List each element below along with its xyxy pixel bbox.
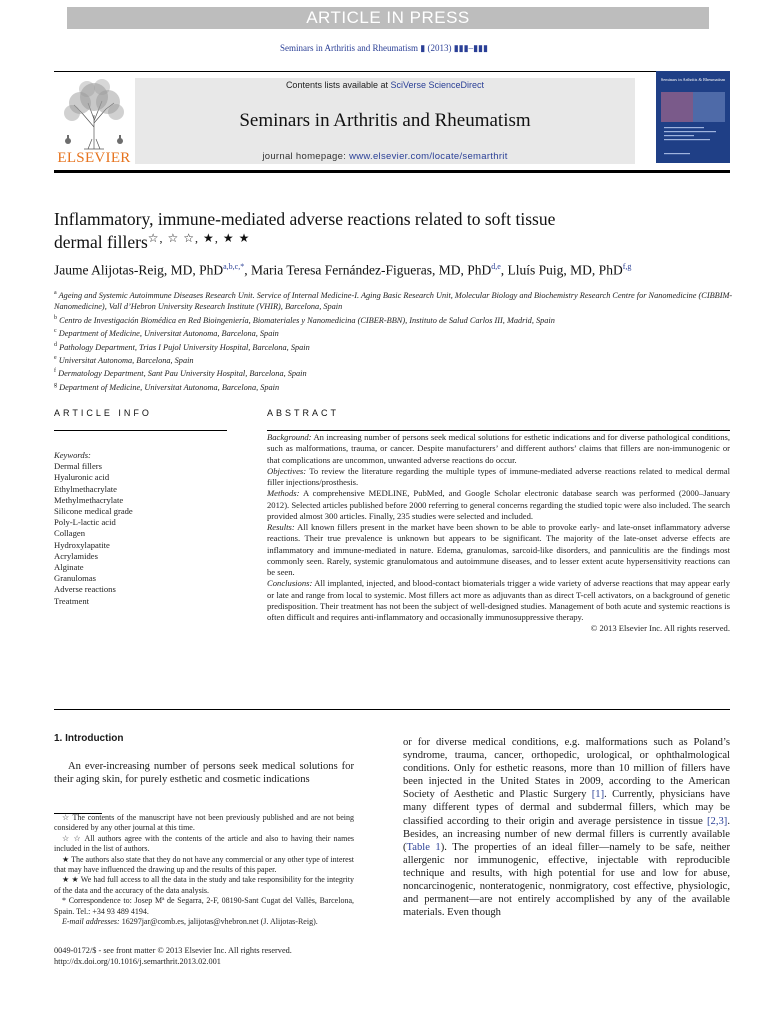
body-text: or for diverse medical conditions, e.g. malformations such as Poland’s syndrome, trauma, cancer, orthopedic, urological, or ophthalmological conditions. Only for esthetic reasons, more than 10 million of fillers have been injected in the United States in 2009, according to the American Society of Aesthetic and Plastic Surgery xyxy=(403,737,730,801)
affiliation-item xyxy=(54,366,744,379)
journal-homepage-link[interactable]: www.elsevier.com/locate/semarthrit xyxy=(349,151,508,162)
keyword-item[interactable]: Alginate xyxy=(54,562,84,573)
abstract-rule xyxy=(267,430,730,431)
author-affiliation-marks[interactable]: f,g xyxy=(622,262,632,271)
affiliation-item xyxy=(54,288,744,313)
introduction-right-column xyxy=(403,736,730,919)
journal-cover-thumbnail[interactable] xyxy=(656,71,730,163)
footnote xyxy=(54,896,354,917)
abstract-sections xyxy=(267,432,730,623)
keyword-item[interactable]: Adverse reactions xyxy=(54,584,116,595)
affiliation-item xyxy=(54,313,744,326)
affiliation-text: Universitat Autonoma, Barcelona, Spain xyxy=(56,355,194,365)
footnote-text: Correspondence to: Josep Mª de Segarra, 2-F, 08190-Sant Cugat del Vallès, Barcelona, Spain. Tel.: +34 93 489 4194. xyxy=(54,896,355,916)
cover-artwork xyxy=(656,71,730,163)
footnote xyxy=(54,813,354,834)
footnote-text: All authors agree with the contents of the article and also to having their names included in the list of authors. xyxy=(54,833,354,854)
issn-line: 0049-0172/$ - see front matter © 2013 Elsevier Inc. All rights reserved. xyxy=(54,946,292,955)
abstract-body xyxy=(267,432,730,635)
abstract-section-label: Conclusions: xyxy=(267,578,313,589)
author-list xyxy=(54,262,744,279)
journal-masthead xyxy=(54,73,730,168)
footnote-mark: ★ ★ xyxy=(62,875,81,885)
abstract-section-text: To review the literature regarding the multiple types of immune-mediated adverse reactions related to medical dermal filler injections/prosthesis. xyxy=(267,465,730,487)
keywords-label: Keywords: xyxy=(54,450,91,460)
abstract-section xyxy=(267,578,730,623)
author-name: Lluís Puig, MD, PhD xyxy=(507,262,623,278)
affiliation-text: Department of Medicine, Universitat Autonoma, Barcelona, Spain xyxy=(56,329,279,339)
abstract-heading: ABSTRACT xyxy=(267,408,340,418)
keyword-item[interactable]: Hyaluronic acid xyxy=(54,472,110,483)
body-text: . Currently, physicians have many different types of dermal and subdermal fillers, which may be classified according to their origin and average persistence in tissue xyxy=(403,789,730,827)
footnote-mark: ☆ xyxy=(62,813,73,822)
author-affiliation-marks[interactable]: d,e xyxy=(491,262,501,271)
contents-prefix: Contents lists available at xyxy=(285,80,391,90)
footnote-mark: * xyxy=(62,896,69,906)
abstract-section-text: All implanted, injected, and blood-contact biomaterials trigger a wide variety of adverse reactions that may appear early or late and range from local to systemic. Most fillers act more as adjuvants than as direct T-cell activators, on a background of genetic predisposition. Their treatment has not been the subject of well-designed studies. Management of both acute and systemic reactions is often difficult and requires anti-inflammatory and occasionally immunosuppressive therapy. xyxy=(267,578,730,622)
author-affiliation-marks[interactable]: a,b,c,* xyxy=(223,262,245,271)
affiliations xyxy=(54,288,744,393)
introduction-left-column: An ever-increasing number of persons seek medical solutions for their aging skin, for purely esthetic and cosmetic indications xyxy=(54,761,354,786)
abstract-section xyxy=(267,522,730,578)
title-footnote-marks[interactable]: ☆, ☆ ☆, ★, ★ ★ xyxy=(147,231,251,245)
footnote-mark: ☆ ☆ xyxy=(62,833,85,843)
email-addresses[interactable]: 16297jar@comb.es, jalijotas@vhebron.net (J. Alijotas-Reig). xyxy=(121,917,318,927)
article-in-press-banner: ARTICLE IN PRESS xyxy=(67,7,709,29)
keyword-item[interactable]: Granulomas xyxy=(54,573,97,584)
abstract-section-label: Objectives: xyxy=(267,465,307,476)
affiliation-mark: c xyxy=(54,328,57,335)
affiliation-mark: f xyxy=(54,368,56,375)
front-matter xyxy=(54,945,374,968)
author-name: Maria Teresa Fernández-Figueras, MD, PhD xyxy=(250,262,492,278)
title-line-2: dermal fillers xyxy=(54,232,148,252)
affiliation-item xyxy=(54,340,744,353)
elsevier-wordmark: ELSEVIER xyxy=(57,150,131,166)
keywords-block xyxy=(54,450,229,607)
abstract-section xyxy=(267,466,730,489)
cover-title: Seminars in Arthritis & Rheumatism xyxy=(660,77,726,82)
article-title xyxy=(54,208,714,256)
running-head[interactable]: Seminars in Arthritis and Rheumatism ▮ (2013) ▮▮▮–▮▮▮ xyxy=(280,43,488,53)
email-label: E-mail addresses: xyxy=(62,917,122,927)
body-text: ). The properties of an ideal filler—namely to be safe, neither allergenic nor immunogenic, effective, injectable with reproducible technique and results, with high potential for use and low for abuse, noncarcinogenic, nonteratogenic, nonmigratory, cost effective, physiologic, and permanent—are not entirely accomplished by any of the available materials. Even though xyxy=(403,841,730,919)
footnote xyxy=(54,855,354,876)
author-separator: , xyxy=(500,262,508,278)
affiliation-mark: a xyxy=(54,290,57,296)
keyword-item[interactable]: Acrylamides xyxy=(54,550,98,561)
footnotes xyxy=(54,813,354,927)
abstract-section-label: Background: xyxy=(267,432,312,442)
email-footnote xyxy=(54,917,354,927)
keyword-list xyxy=(54,461,229,607)
abstract-section-text: An increasing number of persons seek medical solutions for esthetic indications and for diverse pathological conditions, such as malformations, trauma, or cancer. Despite manufacturers’ and different authors’ claims that fillers are non-immunogenic or that complications are uncommon, unwanted adverse reactions do occur. xyxy=(267,432,730,465)
footnote-mark: ★ xyxy=(62,854,72,864)
footnote xyxy=(54,875,354,896)
masthead-top-rule xyxy=(54,71,730,72)
affiliation-text: Ageing and Systemic Autoimmune Diseases Research Unit. Service of Internal Medicine-I. Aging Basic Research Unit, Molecular Biology and Biochemistry Research Centre for Nanomedicine (CIBBIM-Nanomedicine), Vall d’Hebron University Research Institute (VHIR), Barcelona, Spain xyxy=(54,290,733,312)
article-info-heading: ARTICLE INFO xyxy=(54,408,152,418)
affiliation-mark: d xyxy=(54,341,57,348)
sciencedirect-link[interactable]: SciVerse ScienceDirect xyxy=(390,80,485,90)
elsevier-logo[interactable] xyxy=(54,75,134,167)
doi-link[interactable]: http://dx.doi.org/10.1016/j.semarthrit.2013.02.001 xyxy=(54,957,221,967)
abstract-section-label: Results: xyxy=(267,522,295,532)
affiliation-mark: e xyxy=(54,355,57,362)
abstract-section xyxy=(267,488,730,522)
title-line-1: Inflammatory, immune-mediated adverse reactions related to soft tissue xyxy=(54,209,556,229)
footnote-text: We had full access to all the data in the study and take responsibility for the integrity of the data and the accuracy of the data analysis. xyxy=(54,875,354,895)
masthead-bottom-rule xyxy=(54,170,730,173)
affiliation-text: Department of Medicine, Universitat Autonoma, Barcelona, Spain xyxy=(57,382,280,392)
affiliation-mark: g xyxy=(54,381,57,388)
affiliation-text: Centro de Investigación Biomédica en Red Bioingeniería, Biomateriales y Nanomedicina (CIBER-BBN), Instituto de Salud Carlos III, Madrid, Spain xyxy=(57,315,555,325)
keyword-item[interactable]: Ethylmethacrylate xyxy=(54,483,117,494)
keyword-item[interactable]: Methylmethacrylate xyxy=(54,494,124,505)
affiliation-item xyxy=(54,380,744,393)
body-text: . Besides, an increasing number of new dermal fillers is currently available ( xyxy=(403,815,730,853)
reference-link[interactable]: Table 1 xyxy=(406,841,441,853)
affiliation-text: Pathology Department, Trias I Pujol University Hospital, Barcelona, Spain xyxy=(57,342,310,352)
abstract-section-text: All known fillers present in the market have been shown to be able to provoke early- and late-onset inflammatory adverse reactions. Their true prevalence is unknown but appears to be significant. The majority of the late-onset adverse effects are inflammatory and immune-mediated in nature. Edema, granulomas, sarcoid-like disorders, and panniculitis are the findings most commonly seen. Rarely, systemic granulomatous and autoimmune diseases, and to lesser extent acute hypersensitivity reactions can be seen. xyxy=(267,522,730,577)
keyword-item[interactable]: Treatment xyxy=(54,595,90,606)
elsevier-tree-icon xyxy=(54,75,134,151)
affiliation-text: Dermatology Department, Sant Pau University Hospital, Barcelona, Spain xyxy=(56,369,307,379)
footnote-text: The contents of the manuscript have not been previously published and are not being considered by any other journal at this time. xyxy=(54,813,354,833)
keyword-item[interactable]: Silicone medical grade xyxy=(54,506,133,517)
reference-link[interactable]: [1] xyxy=(591,789,605,801)
footnote xyxy=(54,834,354,855)
affiliation-item xyxy=(54,353,744,366)
abstract-section-text: A comprehensive MEDLINE, PubMed, and Google Scholar electronic database search was performed (2000–January 2012). Selected articles published before 2000 referring to general concerns regarding the studied topic were also included. The search provided almost 300 articles. Finally, 235 studies were selected and included. xyxy=(267,488,730,521)
abstract-bottom-rule xyxy=(54,709,730,710)
introduction-heading: 1. Introduction xyxy=(54,733,124,744)
homepage-prefix: journal homepage: xyxy=(262,151,350,162)
keyword-item[interactable]: Collagen xyxy=(54,528,86,539)
contents-line xyxy=(135,80,635,90)
article-info-rule xyxy=(54,430,227,431)
abstract-section-label: Methods: xyxy=(267,488,300,499)
author-separator: , xyxy=(244,262,251,278)
affiliation-item xyxy=(54,326,744,339)
abstract-section xyxy=(267,432,730,466)
copyright-line: © 2013 Elsevier Inc. All rights reserved. xyxy=(590,623,730,634)
reference-link[interactable]: [2,3] xyxy=(707,815,728,827)
journal-title: Seminars in Arthritis and Rheumatism xyxy=(239,110,531,131)
journal-info-box xyxy=(135,78,635,164)
keyword-item[interactable]: Poly-L-lactic acid xyxy=(54,517,116,528)
footnote-text: The authors also state that they do not have any commercial or any other type of interest that may have influenced the drawing up and the results of this paper. xyxy=(54,854,354,875)
affiliation-mark: b xyxy=(54,314,57,321)
keyword-item[interactable]: Hydroxylapatite xyxy=(54,539,110,550)
keyword-item[interactable]: Dermal fillers xyxy=(54,461,102,472)
homepage-line xyxy=(135,151,635,162)
author-name: Jaume Alijotas-Reig, MD, PhD xyxy=(54,262,224,278)
